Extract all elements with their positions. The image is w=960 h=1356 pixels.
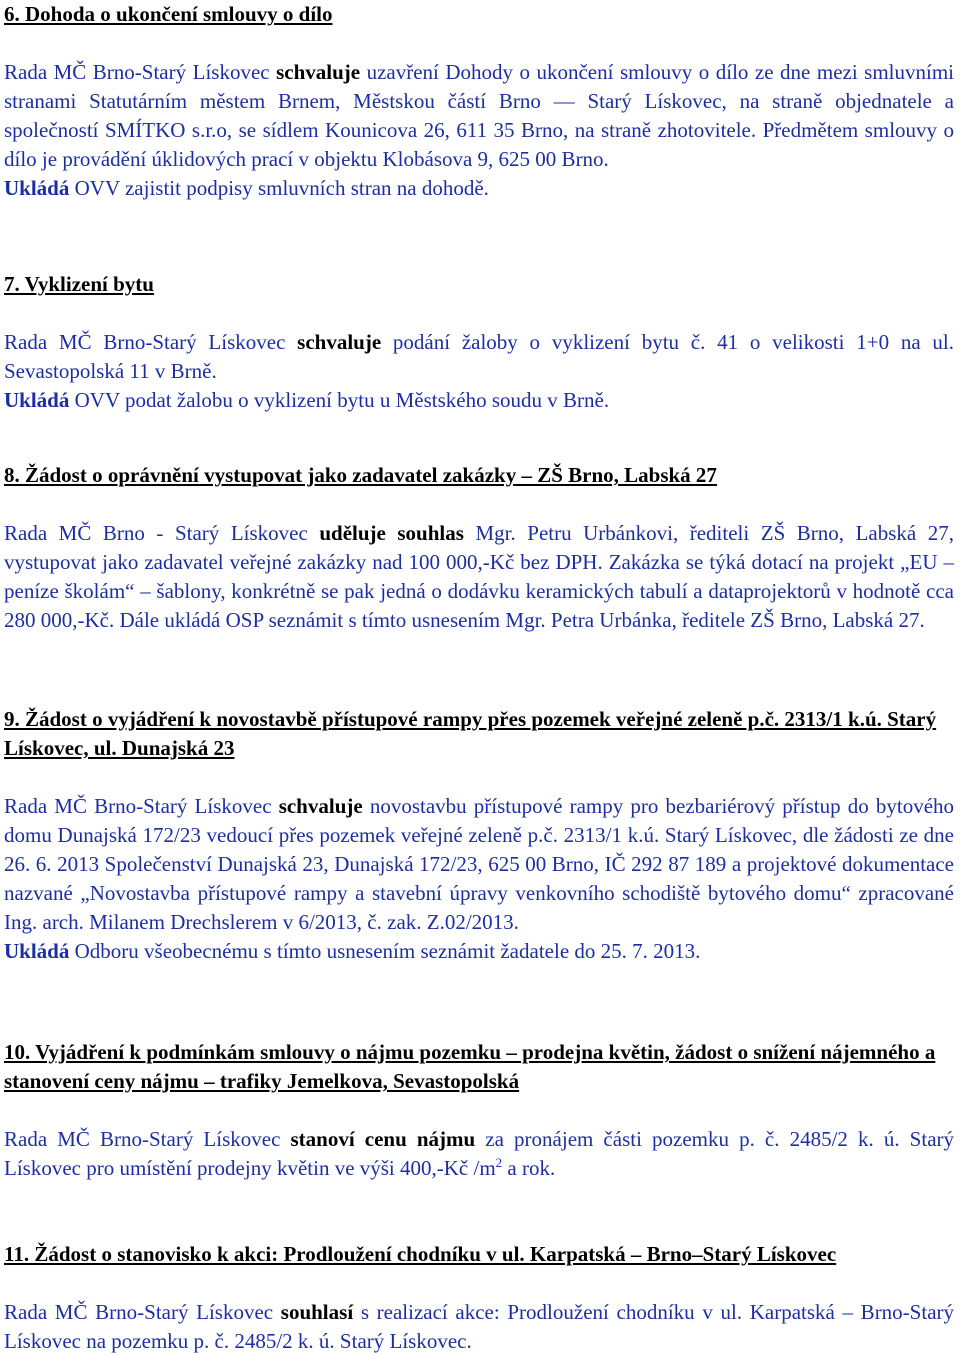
task-verb: Ukládá	[4, 939, 70, 963]
paragraph-text: za pronájem části pozemku p. č. 2485/2 k. ú. Starý Lískovec pro umístění prodejny květin ve výši 400,-Kč /m	[4, 1127, 955, 1180]
paragraph-text: Rada MČ Brno - Starý Lískovec	[4, 521, 320, 545]
paragraph-text: OVV zajistit podpisy smluvních stran na dohodě.	[69, 176, 489, 200]
superscript: 2	[495, 1155, 503, 1170]
paragraph-text: s realizací akce: Prodloužení chodníku v ul. Karpatská – Brno-Starý Lískovec na pozemku p. č. 2485/2 k. ú. Starý Lískovec.	[4, 1300, 955, 1353]
decision-verb: schvaluje	[276, 60, 361, 84]
section-7	[4, 270, 954, 415]
section-6	[4, 0, 954, 203]
section-paragraph	[4, 58, 954, 174]
section-title: 7. Vyklizení bytu	[4, 272, 154, 296]
decision-verb: schvaluje	[297, 330, 382, 354]
section-paragraph	[4, 519, 954, 635]
section-paragraph	[4, 1125, 954, 1183]
paragraph-text: OVV podat žalobu o vyklizení bytu u Městského soudu v Brně.	[69, 388, 610, 412]
section-title: 9. Žádost o vyjádření k novostavbě přístupové rampy přes pozemek veřejné zeleně p.č. 2313/1 k.ú. Starý Lískovec, ul. Dunajská 23	[4, 707, 937, 760]
paragraph-text: novostavbu přístupové rampy pro bezbariérový přístup do bytového domu Dunajská 172/23 vedoucí přes pozemek veřejné zeleně p.č. 2313/1 k.ú. Starý Lískovec, dle žádosti ze dne 26. 6. 2013 Společenství Dunajská 23, Dunajská 172/23, 625 00 Brno, IČ 292 87 189 a projektové dokumentace nazvané „Novostavba přístupové rampy a stavební úpravy venkovního schodiště bytového domu“ zpracované Ing. arch. Milanem Drechslerem v 6/2013, č. zak. Z.02/2013.	[4, 794, 955, 934]
section-paragraph	[4, 328, 954, 386]
section-title: 8. Žádost o oprávnění vystupovat jako zadavatel zakázky – ZŠ Brno, Labská 27	[4, 463, 717, 487]
task-verb: Ukládá	[4, 388, 70, 412]
section-11	[4, 1240, 954, 1356]
decision-verb: stanoví cenu nájmu	[290, 1127, 476, 1151]
section-9	[4, 705, 954, 966]
paragraph-text: Rada MČ Brno-Starý Lískovec	[4, 60, 277, 84]
task-verb: Ukládá	[4, 176, 70, 200]
paragraph-text: Odboru všeobecnému s tímto usnesením seznámit žadatele do 25. 7. 2013.	[69, 939, 701, 963]
paragraph-text: podání žaloby o vyklizení bytu č. 41 o velikosti 1+0 na ul. Sevastopolská 11 v Brně.	[4, 330, 954, 383]
decision-verb: schvaluje	[278, 794, 363, 818]
task-paragraph	[4, 937, 954, 966]
section-8	[4, 461, 954, 635]
section-title: 11. Žádost o stanovisko k akci: Prodloužení chodníku v ul. Karpatská – Brno–Starý Lískovec	[4, 1242, 837, 1266]
decision-verb: uděluje souhlas	[319, 521, 464, 545]
task-paragraph	[4, 386, 954, 415]
paragraph-text: Mgr. Petru Urbánkovi, řediteli ZŠ Brno, Labská 27, vystupovat jako zadavatel veřejné zakázky nad 100 000,-Kč bez DPH. Zakázka se týká dotací na projekt „EU – peníze školám“ – šablony, konkrétně se pak jedná o dodávku keramických tabulí a dataprojektorů v hodnotě cca 280 000,-Kč. Dále ukládá OSP seznámit s tímto usnesením Mgr. Petra Urbánka, ředitele ZŠ Brno, Labská 27.	[4, 521, 954, 632]
paragraph-text: Rada MČ Brno-Starý Lískovec	[4, 330, 298, 354]
section-paragraph	[4, 792, 954, 937]
section-10	[4, 1038, 954, 1183]
paragraph-text: Rada MČ Brno-Starý Lískovec	[4, 1127, 291, 1151]
paragraph-text: a rok.	[502, 1156, 556, 1180]
paragraph-text: uzavření Dohody o ukončení smlouvy o dílo ze dne mezi smluvními stranami Statutárním městem Brnem, Městskou částí Brno — Starý Lískovec, na straně objednatele a společností SMÍTKO s.r.o, se sídlem Kounicova 26, 611 35 Brno, na straně zhotovitele. Předmětem smlouvy o dílo je provádění úklidových prací v objektu Klobásova 9, 625 00 Brno.	[4, 60, 955, 171]
section-paragraph	[4, 1298, 954, 1356]
paragraph-text: Rada MČ Brno-Starý Lískovec	[4, 1300, 281, 1324]
decision-verb: souhlasí	[280, 1300, 354, 1324]
paragraph-text: Rada MČ Brno-Starý Lískovec	[4, 794, 279, 818]
task-paragraph	[4, 174, 954, 203]
section-title: 10. Vyjádření k podmínkám smlouvy o nájmu pozemku – prodejna květin, žádost o snížení nájemného a stanovení ceny nájmu – trafiky Jemelkova, Sevastopolská	[4, 1040, 936, 1093]
section-title: 6. Dohoda o ukončení smlouvy o dílo	[4, 2, 333, 26]
